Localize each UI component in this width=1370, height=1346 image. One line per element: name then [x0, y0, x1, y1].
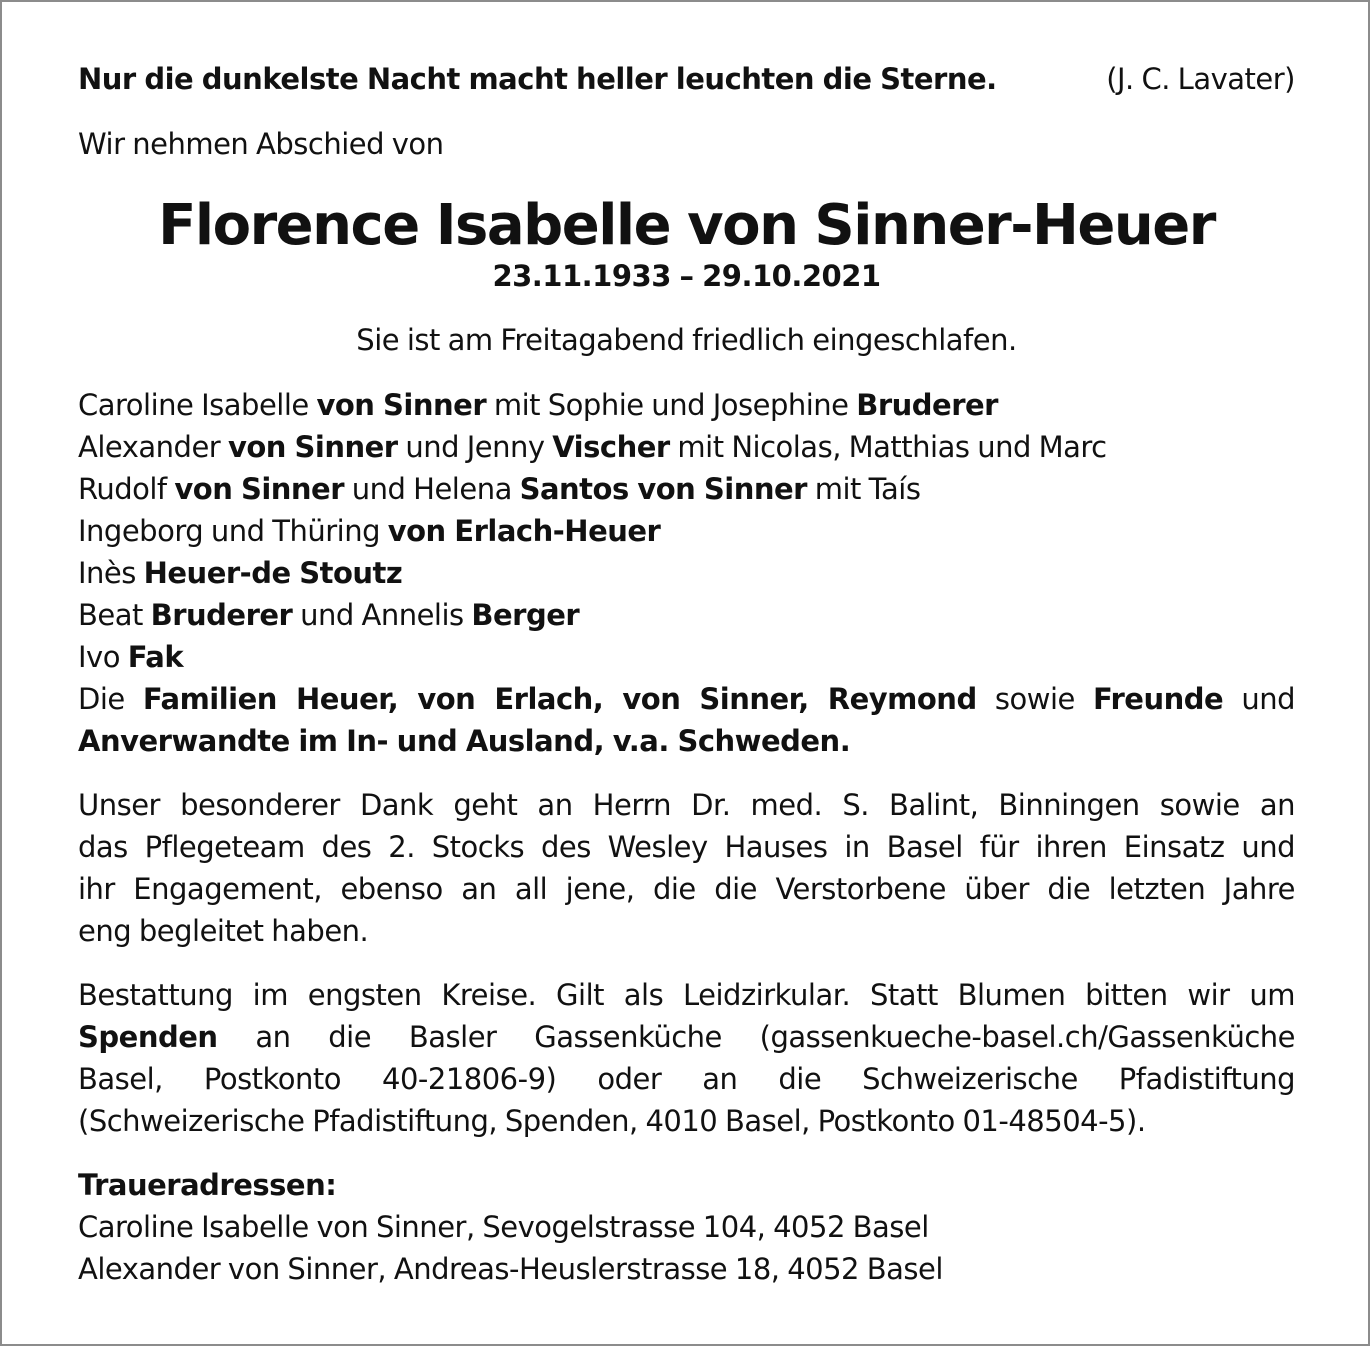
statement: Sie ist am Freitagabend friedlich eingeschlafen. — [356, 323, 1017, 357]
thanks-line: Unser besonderer Dank geht an Herrn Dr. med. S. Balint, Binningen sowie an — [78, 788, 1295, 822]
mourner-family: von Sinner — [316, 388, 487, 422]
mourner-family: Bruderer — [150, 598, 293, 632]
mourner-line — [78, 468, 1295, 510]
mourner-family: Berger — [471, 598, 580, 632]
deceased-name: Florence Isabelle von Sinner-Heuer — [158, 193, 1215, 258]
thanks-line: das Pflegeteam des 2. Stocks des Wesley Hauses in Basel für ihren Einsatz und — [78, 830, 1295, 864]
addresses-heading — [78, 1164, 1295, 1206]
mourner-family: Heuer-de Stoutz — [143, 556, 403, 590]
mourner-given: Ingeborg und Thüring — [78, 514, 388, 548]
address-line: Alexander von Sinner, Andreas-Heuslerstrasse 18, 4052 Basel — [78, 1252, 943, 1286]
funeral-line: Basel, Postkonto 40-21806-9) oder an die Schweizerische Pfadistiftung — [78, 1062, 1295, 1096]
motto-quote: Nur die dunkelste Nacht macht heller leuchten die Sterne. — [78, 62, 997, 96]
address-line: Caroline Isabelle von Sinner, Sevogelstrasse 104, 4052 Basel — [78, 1210, 929, 1244]
mourner-family: Bruderer — [856, 388, 998, 422]
mourner-line — [78, 510, 1295, 552]
families-line — [78, 678, 1295, 720]
mourner-line — [78, 636, 1295, 678]
mourner-family: Fak — [127, 640, 184, 674]
life-dates: 23.11.1933 – 29.10.2021 — [492, 259, 881, 293]
donations-text: an die Basler Gassenküche (gassenkueche-basel.ch/Gassenküche — [217, 1020, 1295, 1054]
mourner-given: Ivo — [78, 640, 128, 674]
mourner-line — [78, 384, 1295, 426]
mourner-line — [78, 426, 1295, 468]
families-joiner: sowie — [994, 682, 1075, 716]
mourner-given: Caroline Isabelle — [78, 388, 317, 422]
mourner-given: mit Sophie und Josephine — [486, 388, 857, 422]
families-prefix: Die — [78, 682, 125, 716]
mourner-family: von Sinner — [227, 430, 398, 464]
motto-author: (J. C. Lavater) — [1106, 62, 1295, 96]
addresses-heading-text: Traueradressen: — [78, 1168, 337, 1202]
mourner-family: Vischer — [552, 430, 670, 464]
mourner-family: von Erlach-Heuer — [387, 514, 661, 548]
families-relatives-text: Anverwandte im In- und Ausland, v.a. Schweden. — [78, 724, 851, 758]
funeral-line — [78, 1016, 1295, 1058]
families-relatives — [78, 720, 1295, 762]
thanks-line: ihr Engagement, ebenso an all jene, die die Verstorbene über die letzten Jahre — [78, 872, 1295, 906]
motto-line — [78, 58, 1295, 100]
mourner-family: von Sinner — [174, 472, 345, 506]
thanks-line: eng begleitet haben. — [78, 914, 369, 948]
mourner-line — [78, 552, 1295, 594]
families-names: Familien Heuer, von Erlach, von Sinner, Reymond — [142, 682, 977, 716]
funeral-line: Bestattung im engsten Kreise. Gilt als Leidzirkular. Statt Blumen bitten wir um — [78, 978, 1295, 1012]
mourner-given: Alexander — [78, 430, 228, 464]
mourner-line — [78, 594, 1295, 636]
intro-text: Wir nehmen Abschied von — [78, 127, 444, 161]
mourner-family: Santos von Sinner — [519, 472, 807, 506]
families-and: und — [1241, 682, 1296, 716]
mourner-given: mit Taís — [806, 472, 921, 506]
mourner-given: und Helena — [344, 472, 520, 506]
funeral-line: (Schweizerische Pfadistiftung, Spenden, 4010 Basel, Postkonto 01-48504-5). — [78, 1104, 1146, 1138]
mourner-given: Rudolf — [78, 472, 175, 506]
mourner-given: mit Nicolas, Matthias und Marc — [669, 430, 1107, 464]
mourner-given: Inès — [78, 556, 144, 590]
mourner-given: und Jenny — [397, 430, 553, 464]
families-friends: Freunde — [1093, 682, 1224, 716]
mourner-given: Beat — [78, 598, 151, 632]
mourner-given: und Annelis — [292, 598, 472, 632]
donations-label: Spenden — [78, 1020, 218, 1054]
